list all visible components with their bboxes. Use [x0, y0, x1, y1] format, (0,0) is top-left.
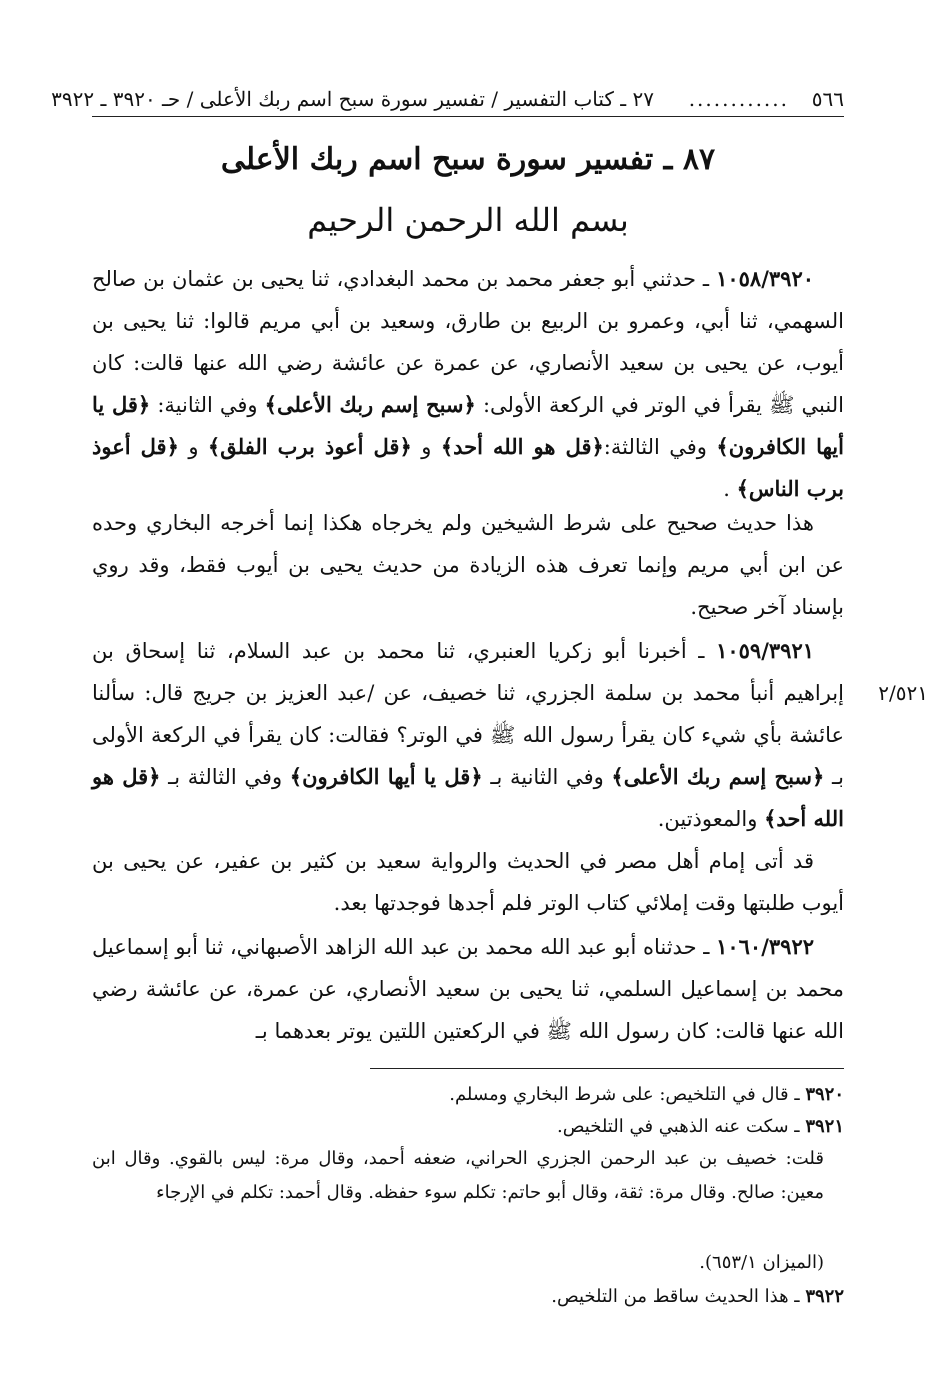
hadith-3922 — [92, 926, 844, 1052]
running-header — [51, 82, 844, 117]
footnote-text: ـ سكت عنه الذهبي في التلخيص. — [557, 1116, 800, 1137]
hadith-number: ١٠٥٨/٣٩٢٠ — [716, 266, 814, 291]
header-leader-dots: ............ — [688, 87, 789, 111]
quran-quote: ﴿قل أعوذ برب الفلق﴾ — [207, 434, 412, 459]
footnote-text: ـ هذا الحديث ساقط من التلخيص. — [551, 1286, 800, 1307]
hadith-text: و — [188, 435, 199, 459]
page-number: ٥٦٦ — [811, 87, 844, 111]
hadith-text: . — [723, 477, 730, 501]
quran-quote: ﴿سبح إسم ربك الأعلى﴾ — [264, 392, 476, 417]
quran-quote: ﴿قل هو الله أحد﴾ — [440, 434, 604, 459]
quran-quote: ﴿سبح إسم ربك الأعلى﴾ — [611, 764, 825, 789]
footnote-number: ٣٩٢١ — [805, 1116, 844, 1137]
footnote-3921-reference — [92, 1246, 844, 1280]
footnote-3920 — [92, 1078, 844, 1112]
hadith-text: ـ حدثني أبو جعفر محمد بن محمد البغدادي، ثنا يحيى بن عثمان بن صالح السهمي، ثنا أبي، وعمرو بن الربيع بن طارق، وسعيد بن أبي مريم قالوا: ثنا يحيى بن أيوب، عن يحيى بن سعيد الأنصاري، عن عمرة عن عائشة رضي الله عنها قالت: كان النبي ﷺ يقرأ في الوتر في الركعة الأولى: — [92, 267, 844, 417]
comment-3921 — [92, 840, 844, 924]
quran-quote: ﴿قل يا أيها الكافرون﴾ — [92, 392, 844, 459]
quran-quote: ﴿قل يا أيها الكافرون﴾ — [289, 764, 483, 789]
basmala: بسم الله الرحمن الرحيم — [307, 201, 629, 239]
hadith-text: ـ أخبرنا أبو زكريا العنبري، ثنا محمد بن عبد السلام، ثنا إسحاق بن إبراهيم أنبأ محمد بن سلمة الجزري، ثنا خصيف، عن /عبد العزيز بن جريج قال: سألنا عائشة بأي شيء كان يقرأ رسول الله ﷺ في الوتر؟ فقالت: كان يقرأ في الركعة الأولى بـ — [92, 639, 844, 789]
hadith-3921 — [92, 630, 844, 840]
footnote-3922 — [92, 1280, 844, 1314]
hadith-text: ـ حدثناه أبو عبد الله محمد بن عبد الله الزاهد الأصبهاني، ثنا أبو إسماعيل محمد بن إسماعيل السلمي، ثنا يحيى بن سعيد الأنصاري، عن عمرة، عن عائشة رضي الله عنها قالت: كان رسول الله ﷺ في الركعتين اللتين يوتر بعدهما بـ — [92, 935, 844, 1043]
footnote-number: ٣٩٢٠ — [805, 1084, 844, 1105]
footnote-text: قلت: خصيف بن عبد الرحمن الجزري الحراني، ضعفه أحمد، وقال مرة: ليس بالقوي. وقال ابن معين: صالح. وقال مرة: ثقة، وقال أبو حاتم: تكلم سوء حفظه. وقال أحمد: تكلم في الإرجاء — [92, 1148, 824, 1203]
quran-quote: ﴿قل أعوذ برب الناس﴾ — [92, 434, 844, 501]
hadith-text: والمعوذتين. — [657, 807, 758, 831]
comment-text: قد أتى إمام أهل مصر في الحديث والرواية سعيد بن كثير بن عفير، عن يحيى بن أيوب طلبتها وقت إملائي كتاب الوتر فلم أجدها فوجدتها بعد. — [92, 849, 844, 915]
footnote-3921-note — [92, 1142, 844, 1210]
footnote-text: ـ قال في التلخيص: على شرط البخاري ومسلم. — [449, 1084, 800, 1105]
margin-page-reference: ٢/٥٢١ — [878, 681, 928, 705]
hadith-text: و — [421, 435, 432, 459]
hadith-3920 — [92, 258, 844, 510]
footnote-text: (الميزان ٦٥٣/١). — [699, 1252, 824, 1273]
hadith-number: ١٠٦٠/٣٩٢٢ — [716, 934, 814, 959]
footnote-separator — [370, 1068, 844, 1069]
footnote-3921 — [92, 1110, 844, 1144]
comment-text: هذا حديث صحيح على شرط الشيخين ولم يخرجاه هكذا إنما أخرجه البخاري وحده عن ابن أبي مريم وإنما تعرف هذه الزيادة من حديث يحيى بن أيوب فقط، وقد روي بإسناد آخر صحيح. — [92, 511, 844, 619]
hadith-number: ١٠٥٩/٣٩٢١ — [716, 638, 814, 663]
chapter-title: ٨٧ ـ تفسير سورة سبح اسم ربك الأعلى — [220, 142, 716, 177]
hadith-text: وفي الثالثة بـ — [168, 765, 283, 789]
hadith-text: وفي الثانية بـ — [490, 765, 604, 789]
hadith-text: وفي الثانية: — [157, 393, 258, 417]
comment-3920 — [92, 502, 844, 628]
header-title: ٢٧ ـ كتاب التفسير / تفسير سورة سبح اسم ربك الأعلى / حـ ٣٩٢٠ ـ ٣٩٢٢ — [51, 87, 654, 111]
footnote-number: ٣٩٢٢ — [805, 1286, 844, 1307]
hadith-text: وفي الثالثة: — [603, 435, 707, 459]
quran-quote: ﴿قل هو الله أحد﴾ — [92, 764, 844, 831]
